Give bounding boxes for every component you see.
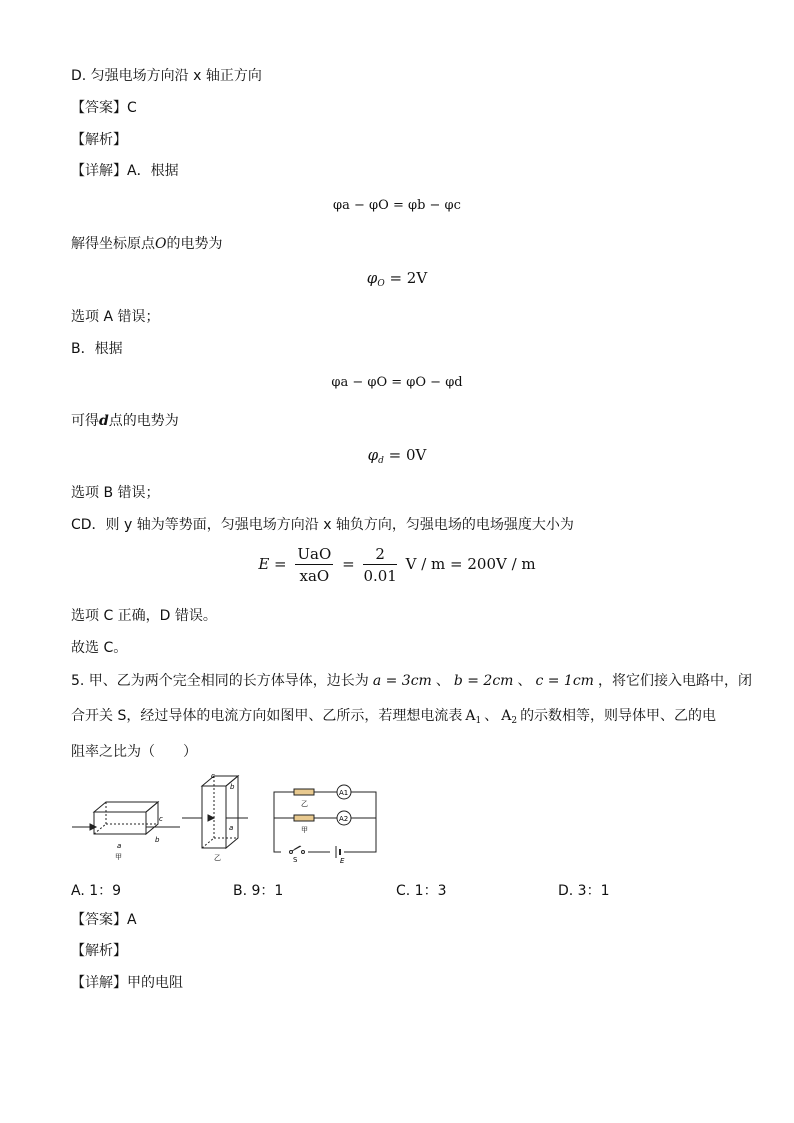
label-b-jia: b <box>155 836 160 844</box>
phi-symbol: φ <box>367 446 379 464</box>
detail-text: 甲的电阻 <box>127 975 183 991</box>
label-c-jia: c <box>159 815 163 823</box>
a-value: a = 3cm <box>372 673 432 689</box>
get-d-suffix: 点的电势为 <box>108 413 179 429</box>
q5-sep: 、 <box>484 708 499 724</box>
ammeter-a1 <box>465 708 481 724</box>
equation-2 <box>0 269 794 289</box>
equation-5-tail: V / m = 200V / m <box>405 555 536 573</box>
equals-sign: = <box>342 555 355 573</box>
analysis-1: 【解析】 <box>71 132 127 148</box>
q5-text: 合开关 S，经过导体的电流方向如图甲、乙所示，若理想电流表 <box>71 708 463 724</box>
answer-2 <box>71 911 137 929</box>
q5-sep: 、 <box>517 673 532 689</box>
b-basis: B．根据 <box>71 341 123 357</box>
conductor-jia <box>72 802 180 834</box>
phi-subscript: O <box>377 279 385 289</box>
ammeter-subscript: 1 <box>475 716 482 726</box>
option-a-wrong: 选项 A 错误； <box>71 309 160 325</box>
question-5-line-1 <box>71 672 752 690</box>
choice-b: B. 9：1 <box>233 883 284 899</box>
origin-variable: O <box>155 236 167 252</box>
phi-subscript: d <box>378 456 384 466</box>
detail-label: 【详解】 <box>71 163 127 179</box>
resistor-yi-label: 乙 <box>301 800 308 808</box>
fraction-denominator: 0.01 <box>363 567 397 585</box>
meter-a2-label: A2 <box>339 815 349 823</box>
fraction-u-over-x <box>295 545 333 585</box>
q5-text: ，将它们接入电路中，闭 <box>597 673 752 689</box>
choice-d: D. 3：1 <box>558 883 610 899</box>
question-5-line-3: 阻率之比为（ ） <box>71 744 197 760</box>
answer-label: 【答案】 <box>71 912 127 928</box>
question-5-line-2 <box>71 707 716 730</box>
label-yi: 乙 <box>214 854 221 862</box>
resistor-jia-label: 甲 <box>301 826 308 834</box>
conductor-yi <box>182 776 248 848</box>
equation-1: φa − φO = φb − φc <box>333 198 461 213</box>
battery-label: E <box>340 857 345 865</box>
choice-c: C. 1：3 <box>396 883 447 899</box>
option-b-wrong: 选项 B 错误； <box>71 485 160 501</box>
detail-label: 【详解】 <box>71 975 127 991</box>
option-c-right: 选项 C 正确，D 错误。 <box>71 608 217 624</box>
cd-text: CD．则 y 轴为等势面，匀强电场方向沿 x 轴负方向，匀强电场的电场强度大小为 <box>71 517 574 533</box>
fraction-2-over-001 <box>363 545 396 585</box>
fraction-numerator: UaO <box>297 545 332 563</box>
b-value: b = 2cm <box>453 673 514 689</box>
meter-a1-label: A1 <box>339 789 349 797</box>
fraction-numerator: 2 <box>363 545 396 565</box>
label-jia: 甲 <box>115 853 122 861</box>
option-d-text: D. 匀强电场方向沿 x 轴正方向 <box>71 68 262 84</box>
e-field-lhs: E = <box>258 555 287 573</box>
phi-symbol: φ <box>366 269 378 287</box>
ammeter-symbol: A <box>465 708 476 724</box>
switch-label: S <box>293 856 298 864</box>
detail-1 <box>71 162 179 180</box>
c-value: c = 1cm <box>535 673 594 689</box>
equation-5 <box>0 545 794 585</box>
label-c-yi: c <box>211 772 215 780</box>
get-d-text <box>71 412 179 430</box>
equation-3: φa − φO = φO − φd <box>331 375 463 390</box>
detail-text: A．根据 <box>127 163 179 179</box>
q5-text: 的示数相等，则导体甲、乙的电 <box>520 708 717 724</box>
answer-value: A <box>127 912 137 928</box>
choice-a: A. 1：9 <box>71 883 122 899</box>
equation-4-rhs: = 0V <box>383 446 427 464</box>
d-variable: d <box>99 413 109 429</box>
q5-text: 5. 甲、乙为两个完全相同的长方体导体，边长为 <box>71 673 369 689</box>
label-b-yi: b <box>230 783 235 791</box>
circuit-diagram <box>274 785 376 858</box>
ammeter-a2 <box>501 708 517 724</box>
detail-2 <box>71 974 183 992</box>
label-a-jia: a <box>117 842 122 850</box>
fraction-denominator: xaO <box>299 567 330 585</box>
answer-value: C <box>127 100 137 116</box>
answer-1 <box>71 99 137 117</box>
choose-c: 故选 C。 <box>71 640 128 656</box>
solve-origin-prefix: 解得坐标原点 <box>71 236 155 252</box>
answer-label: 【答案】 <box>71 100 127 116</box>
label-a-yi: a <box>229 824 234 832</box>
solve-origin-text <box>71 235 222 253</box>
analysis-2: 【解析】 <box>71 943 127 959</box>
equation-4 <box>0 446 794 466</box>
get-d-prefix: 可得 <box>71 413 99 429</box>
question-5-figure <box>68 772 388 868</box>
q5-sep: 、 <box>435 673 450 689</box>
ammeter-symbol: A <box>501 708 512 724</box>
ammeter-subscript: 2 <box>511 716 518 726</box>
equation-2-rhs: = 2V <box>384 269 428 287</box>
solve-origin-suffix: 的电势为 <box>166 236 223 252</box>
